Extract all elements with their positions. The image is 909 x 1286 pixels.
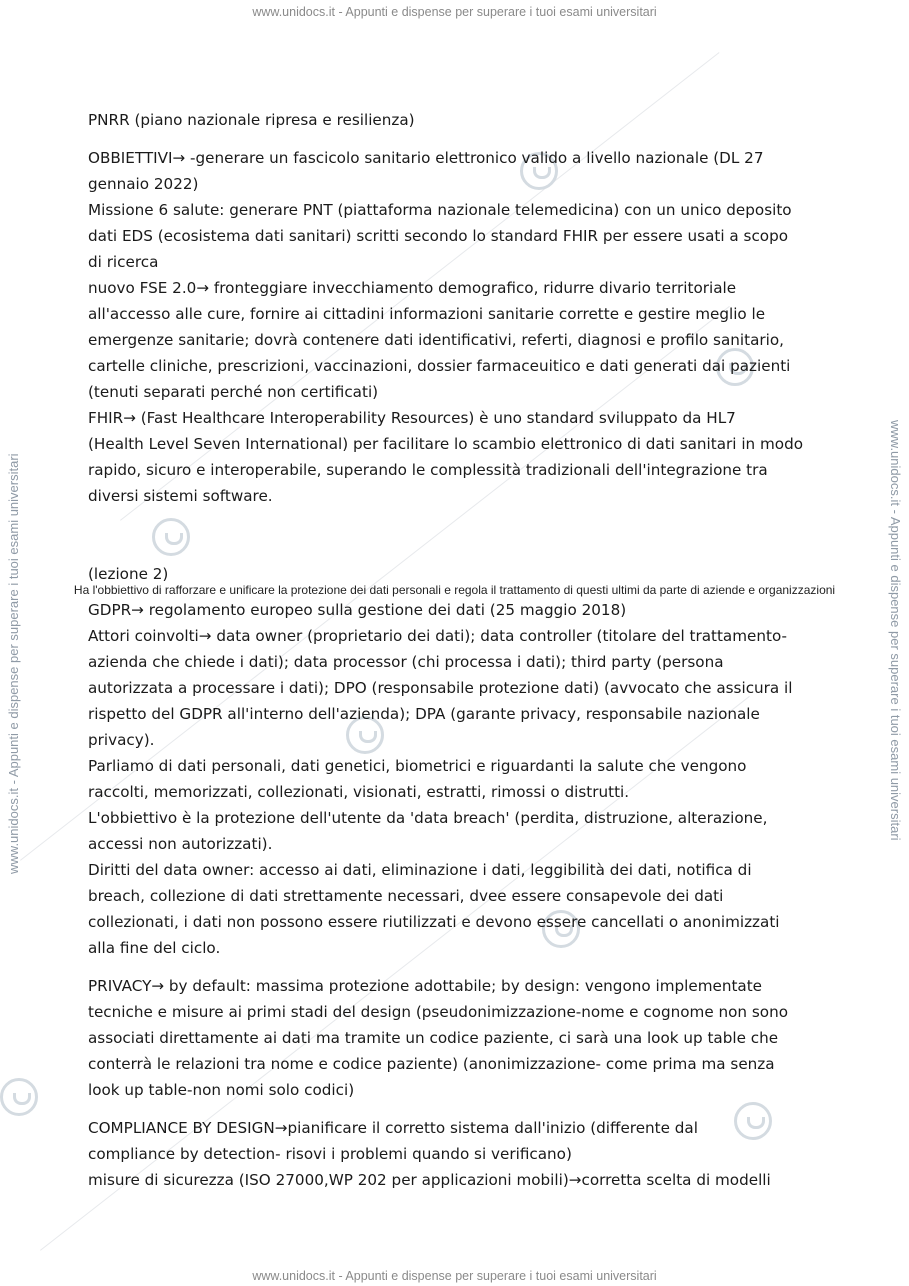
watermark-footer: www.unidocs.it - Appunti e dispense per superare i tuoi esami universitari	[252, 1269, 657, 1283]
document-body	[88, 107, 838, 1193]
watermark-side-left: www.unidocs.it - Appunti e dispense per superare i tuoi esami universitari	[6, 453, 21, 874]
watermark-header: www.unidocs.it - Appunti e dispense per superare i tuoi esami universitari	[252, 5, 657, 19]
paragraph-compliance: COMPLIANCE BY DESIGN→pianificare il corretto sistema dall'inizio (differente dal compliance by detection- risovi i problemi quando si verificano) misure di sicurezza (ISO 27000,WP 202 per applicazioni mobili)→corretta scelta di modelli	[88, 1119, 771, 1189]
watermark-side-right: www.unidocs.it - Appunti e dispense per superare i tuoi esami universitari	[888, 420, 903, 841]
lesson-label: (lezione 2)	[88, 565, 169, 583]
section-title-pnrr: PNRR (piano nazionale ripresa e resilienza)	[88, 111, 415, 129]
paragraph-pnrr-objectives: OBBIETTIVI→ -generare un fascicolo sanitario elettronico valido a livello nazionale (DL 27 gennaio 2022) Missione 6 salute: generare PNT (piattaforma nazionale telemedicina) con un unico deposito dati EDS (ecosistema dati sanitari) scritti secondo lo standard FHIR per essere usati a scopo di ricerca nuovo FSE 2.0→ fronteggiare invecchiamento demografico, ridurre divario territoriale all'accesso alle cure, fornire ai cittadini informazioni sanitarie corrette e gestire meglio le emergenze sanitarie; dovrà contenere dati identificativi, referti, diagnosi e profilo sanitario, cartelle cliniche, prescrizioni, vaccinazioni, dossier farmaceuitico e dati generati dai pazienti (tenuti separati perché non certificati) FHIR→ (Fast Healthcare Interoperability Resources) è uno standard sviluppato da HL7 (Health Level Seven International) per facilitare lo scambio elettronico di dati sanitari in modo rapido, sicuro e interoperabile, superando le complessità tradizionali dell'integrazione tra diversi sistemi software.	[88, 149, 804, 505]
paragraph-privacy: PRIVACY→ by default: massima protezione adottabile; by design: vengono implementate tecniche e misure ai primi stadi del design (pseudonimizzazione-nome e cognome non sono associati direttamente ai dati ma tramite un codice paziente, ci sarà una look up table che conterrà le relazioni tra nome e codice paziente) (anonimizzazione- come prima ma senza look up table-non nomi solo codici)	[88, 977, 788, 1099]
unidocs-logo-icon	[0, 1078, 38, 1116]
gdpr-annotation: Ha l'obbiettivo di rafforzare e unificare la protezione dei dati personali e regola il trattamento di questi ultimi da parte di aziende e organizzazioni	[73, 583, 836, 597]
paragraph-gdpr: GDPR→ regolamento europeo sulla gestione dei dati (25 maggio 2018) Attori coinvolti→ data owner (proprietario dei dati); data controller (titolare del trattamento- azienda che chiede i dati); data processor (chi processa i dati); third party (persona autorizzata a processare i dati); DPO (responsabile protezione dati) (avvocato che assicura il rispetto del GDPR all'interno dell'azienda); DPA (garante privacy, responsabile nazionale privacy). Parliamo di dati personali, dati genetici, biometrici e riguardanti la salute che vengono raccolti, memorizzati, collezionati, visionati, estratti, rimossi o distrutti. L'obbiettivo è la protezione dell'utente da 'data breach' (perdita, distruzione, alterazione, accessi non autorizzati). Diritti del data owner: accesso ai dati, eliminazione i dati, leggibilità dei dati, notifica di breach, collezione di dati strettamente necessari, dvee essere consapevole dei dati collezionati, i dati non possono essere riutilizzati e devono essere cancellati o anonimizzati alla fine del ciclo.	[88, 601, 793, 957]
